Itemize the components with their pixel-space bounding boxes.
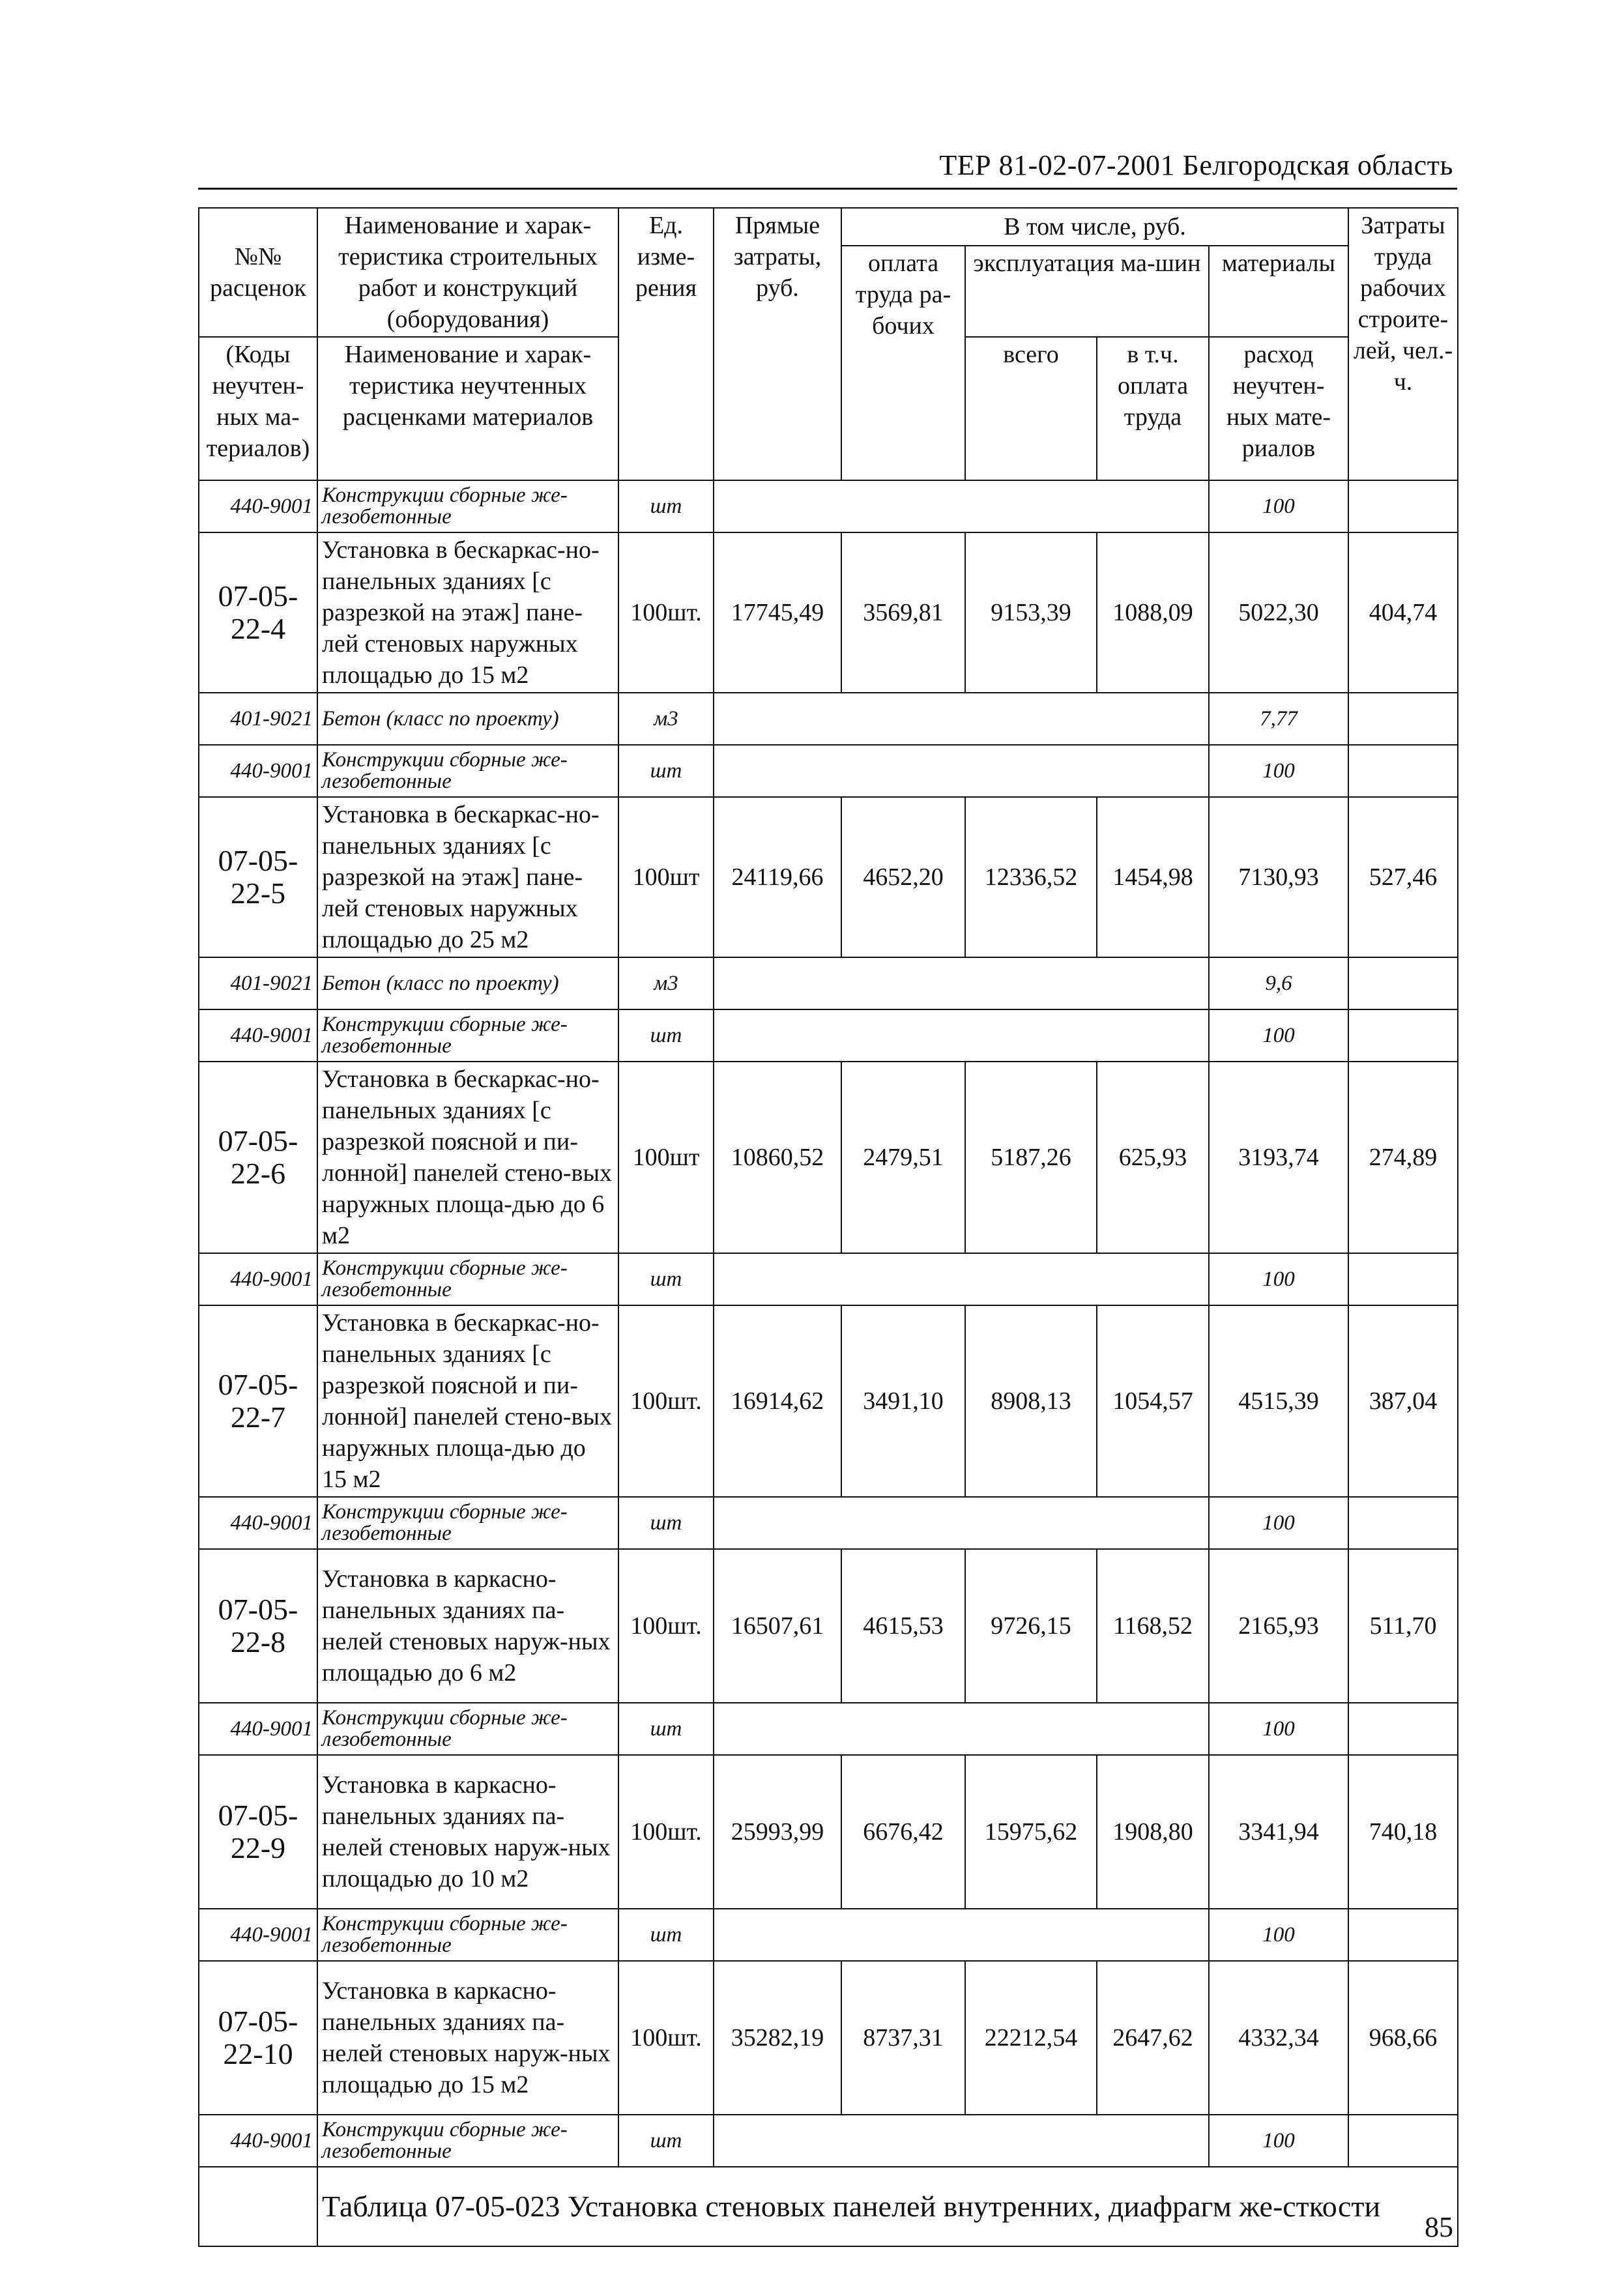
rate-labor: 387,04 [1348, 1305, 1458, 1497]
rate-direct-cost: 16914,62 [714, 1305, 841, 1497]
rate-row [199, 1062, 1458, 1253]
material-code: 440-9001 [199, 1253, 317, 1305]
rate-unit: 100шт. [618, 532, 714, 693]
material-blank [714, 957, 1209, 1009]
rate-code: 07-05-22-10 [199, 1961, 317, 2115]
table-body [199, 480, 1458, 2167]
rate-row [199, 1961, 1458, 2115]
material-blank [714, 745, 1209, 797]
col-mach-wages-header: в т.ч. оплата труда [1097, 337, 1209, 480]
rate-direct-cost: 17745,49 [714, 532, 841, 693]
material-name: Конструкции сборные же-лезобетонные [317, 2115, 618, 2167]
material-qty: 100 [1209, 745, 1348, 797]
material-qty: 100 [1209, 480, 1348, 532]
material-blank [714, 1909, 1209, 1961]
material-unit: м3 [618, 957, 714, 1009]
col-name-sub-header: Наименование и харак-теристика неучтенных расценками материалов [317, 337, 618, 480]
material-blank [714, 693, 1209, 745]
rate-code: 07-05-22-5 [199, 797, 317, 957]
rate-wages: 8737,31 [841, 1961, 965, 2115]
material-labor-blank [1348, 1703, 1458, 1755]
material-labor-blank [1348, 2115, 1458, 2167]
material-qty: 100 [1209, 2115, 1348, 2167]
rate-direct-cost: 16507,61 [714, 1549, 841, 1703]
material-row [199, 1253, 1458, 1305]
material-row [199, 1703, 1458, 1755]
material-labor-blank [1348, 1497, 1458, 1549]
material-code: 401-9021 [199, 957, 317, 1009]
rate-labor: 968,66 [1348, 1961, 1458, 2115]
page-number: 85 [1425, 2211, 1453, 2243]
material-code: 440-9001 [199, 1009, 317, 1062]
material-unit: шт [618, 1253, 714, 1305]
col-wages-header: оплата труда ра-бочих [841, 246, 965, 480]
material-row [199, 693, 1458, 745]
rate-machines-total: 15975,62 [965, 1755, 1097, 1909]
rate-machines-total: 8908,13 [965, 1305, 1097, 1497]
rate-labor: 740,18 [1348, 1755, 1458, 1909]
rate-row [199, 1755, 1458, 1909]
rate-materials: 4515,39 [1209, 1305, 1348, 1497]
rate-materials: 3193,74 [1209, 1062, 1348, 1253]
material-labor-blank [1348, 745, 1458, 797]
rate-machines-wages: 1908,80 [1097, 1755, 1209, 1909]
material-code: 401-9021 [199, 693, 317, 745]
rate-wages: 3491,10 [841, 1305, 965, 1497]
material-labor-blank [1348, 480, 1458, 532]
material-blank [714, 1703, 1209, 1755]
material-blank [714, 1253, 1209, 1305]
rate-direct-cost: 10860,52 [714, 1062, 841, 1253]
rate-labor: 274,89 [1348, 1062, 1458, 1253]
col-incl-header: В том числе, руб. [841, 208, 1348, 246]
col-direct-header: Прямые затраты, руб. [714, 208, 841, 480]
rate-code: 07-05-22-8 [199, 1549, 317, 1703]
rate-machines-wages: 1088,09 [1097, 532, 1209, 693]
rate-row [199, 1305, 1458, 1497]
material-row [199, 745, 1458, 797]
rate-code: 07-05-22-6 [199, 1062, 317, 1253]
rate-unit: 100шт. [618, 1305, 714, 1497]
col-mat-sub-header: расход неучтен-ных мате-риалов [1209, 337, 1348, 480]
rate-machines-total: 22212,54 [965, 1961, 1097, 2115]
material-unit: шт [618, 745, 714, 797]
material-qty: 100 [1209, 1703, 1348, 1755]
rate-machines-wages: 625,93 [1097, 1062, 1209, 1253]
rate-machines-wages: 1454,98 [1097, 797, 1209, 957]
material-code: 440-9001 [199, 2115, 317, 2167]
rate-wages: 3569,81 [841, 532, 965, 693]
rate-materials: 5022,30 [1209, 532, 1348, 693]
rate-unit: 100шт [618, 797, 714, 957]
material-name: Бетон (класс по проекту) [317, 957, 618, 1009]
rate-row [199, 1549, 1458, 1703]
material-qty: 7,77 [1209, 693, 1348, 745]
rate-wages: 6676,42 [841, 1755, 965, 1909]
rate-direct-cost: 24119,66 [714, 797, 841, 957]
material-labor-blank [1348, 693, 1458, 745]
material-unit: шт [618, 1909, 714, 1961]
material-code: 440-9001 [199, 1909, 317, 1961]
material-name: Конструкции сборные же-лезобетонные [317, 1009, 618, 1062]
rate-row [199, 797, 1458, 957]
col-materials-header: материалы [1209, 246, 1348, 337]
price-table [198, 207, 1458, 2247]
rate-machines-total: 5187,26 [965, 1062, 1097, 1253]
rate-name: Установка в каркасно-панельных зданиях па-нелей стеновых наруж-ных площадью до 10 м2 [317, 1755, 618, 1909]
col-mach-total-header: всего [965, 337, 1097, 480]
material-name: Конструкции сборные же-лезобетонные [317, 1703, 618, 1755]
material-qty: 100 [1209, 1009, 1348, 1062]
col-machines-header: эксплуатация ма-шин [965, 246, 1209, 337]
material-qty: 100 [1209, 1497, 1348, 1549]
rate-machines-total: 9153,39 [965, 532, 1097, 693]
rate-materials: 7130,93 [1209, 797, 1348, 957]
rate-materials: 4332,34 [1209, 1961, 1348, 2115]
material-name: Бетон (класс по проекту) [317, 693, 618, 745]
material-unit: шт [618, 1703, 714, 1755]
material-name: Конструкции сборные же-лезобетонные [317, 745, 618, 797]
material-blank [714, 1009, 1209, 1062]
material-unit: шт [618, 1497, 714, 1549]
material-unit: м3 [618, 693, 714, 745]
col-code-header: №№ расценок [199, 208, 317, 337]
material-row [199, 480, 1458, 532]
material-name: Конструкции сборные же-лезобетонные [317, 1497, 618, 1549]
material-blank [714, 2115, 1209, 2167]
rate-wages: 4615,53 [841, 1549, 965, 1703]
running-header: ТЕР 81-02-07-2001 Белгородская область [939, 149, 1453, 181]
rate-wages: 2479,51 [841, 1062, 965, 1253]
material-name: Конструкции сборные же-лезобетонные [317, 1909, 618, 1961]
rate-labor: 511,70 [1348, 1549, 1458, 1703]
rate-unit: 100шт [618, 1062, 714, 1253]
table-head [199, 208, 1458, 480]
material-qty: 100 [1209, 1253, 1348, 1305]
material-row [199, 1497, 1458, 1549]
material-code: 440-9001 [199, 1497, 317, 1549]
rate-machines-total: 9726,15 [965, 1549, 1097, 1703]
material-unit: шт [618, 2115, 714, 2167]
material-labor-blank [1348, 1253, 1458, 1305]
material-row [199, 1009, 1458, 1062]
rate-unit: 100шт. [618, 1549, 714, 1703]
material-unit: шт [618, 1009, 714, 1062]
rate-name: Установка в бескаркас-но-панельных зданиях [с разрезкой на этаж] пане-лей стеновых наружных площадью до 15 м2 [317, 532, 618, 693]
rate-row [199, 532, 1458, 693]
rate-materials: 3341,94 [1209, 1755, 1348, 1909]
material-code: 440-9001 [199, 1703, 317, 1755]
material-row [199, 1909, 1458, 1961]
rate-direct-cost: 25993,99 [714, 1755, 841, 1909]
rate-name: Установка в бескаркас-но-панельных зданиях [с разрезкой поясной и пи-лонной] панелей стено-вых наружных площа-дью до 15 м2 [317, 1305, 618, 1497]
table-title: Таблица 07-05-023 Установка стеновых панелей внутренних, диафрагм же-сткости [317, 2167, 1458, 2246]
material-blank [714, 480, 1209, 532]
material-qty: 100 [1209, 1909, 1348, 1961]
rate-name: Установка в бескаркас-но-панельных зданиях [с разрезкой поясной и пи-лонной] панелей стено-вых наружных площа-дью до 6 м2 [317, 1062, 618, 1253]
rate-unit: 100шт. [618, 1755, 714, 1909]
rate-name: Установка в каркасно-панельных зданиях па-нелей стеновых наруж-ных площадью до 6 м2 [317, 1549, 618, 1703]
rate-unit: 100шт. [618, 1961, 714, 2115]
col-labor-header: Затраты труда рабочих строите-лей, чел.-ч. [1348, 208, 1458, 480]
rate-labor: 404,74 [1348, 532, 1458, 693]
material-code: 440-9001 [199, 745, 317, 797]
material-labor-blank [1348, 957, 1458, 1009]
rate-name: Установка в каркасно-панельных зданиях па-нелей стеновых наруж-ных площадью до 15 м2 [317, 1961, 618, 2115]
rate-code: 07-05-22-7 [199, 1305, 317, 1497]
material-labor-blank [1348, 1909, 1458, 1961]
material-unit: шт [618, 480, 714, 532]
col-code-sub-header: (Коды неучтен-ных ма-териалов) [199, 337, 317, 480]
material-code: 440-9001 [199, 480, 317, 532]
material-name: Конструкции сборные же-лезобетонные [317, 480, 618, 532]
header-rule [198, 188, 1457, 190]
rate-machines-wages: 1054,57 [1097, 1305, 1209, 1497]
rate-wages: 4652,20 [841, 797, 965, 957]
rate-code: 07-05-22-4 [199, 532, 317, 693]
rate-name: Установка в бескаркас-но-панельных зданиях [с разрезкой на этаж] пане-лей стеновых наружных площадью до 25 м2 [317, 797, 618, 957]
material-row [199, 957, 1458, 1009]
rate-code: 07-05-22-9 [199, 1755, 317, 1909]
rate-labor: 527,46 [1348, 797, 1458, 957]
rate-direct-cost: 35282,19 [714, 1961, 841, 2115]
material-name: Конструкции сборные же-лезобетонные [317, 1253, 618, 1305]
table-title-spacer [199, 2167, 317, 2246]
table-footer [199, 2167, 1458, 2246]
rate-machines-total: 12336,52 [965, 797, 1097, 957]
rate-materials: 2165,93 [1209, 1549, 1348, 1703]
material-blank [714, 1497, 1209, 1549]
rate-machines-wages: 2647,62 [1097, 1961, 1209, 2115]
rate-machines-wages: 1168,52 [1097, 1549, 1209, 1703]
col-unit-header: Ед. изме-рения [618, 208, 714, 480]
material-row [199, 2115, 1458, 2167]
col-name-header: Наименование и харак-теристика строительных работ и конструкций (оборудования) [317, 208, 618, 337]
material-labor-blank [1348, 1009, 1458, 1062]
material-qty: 9,6 [1209, 957, 1348, 1009]
